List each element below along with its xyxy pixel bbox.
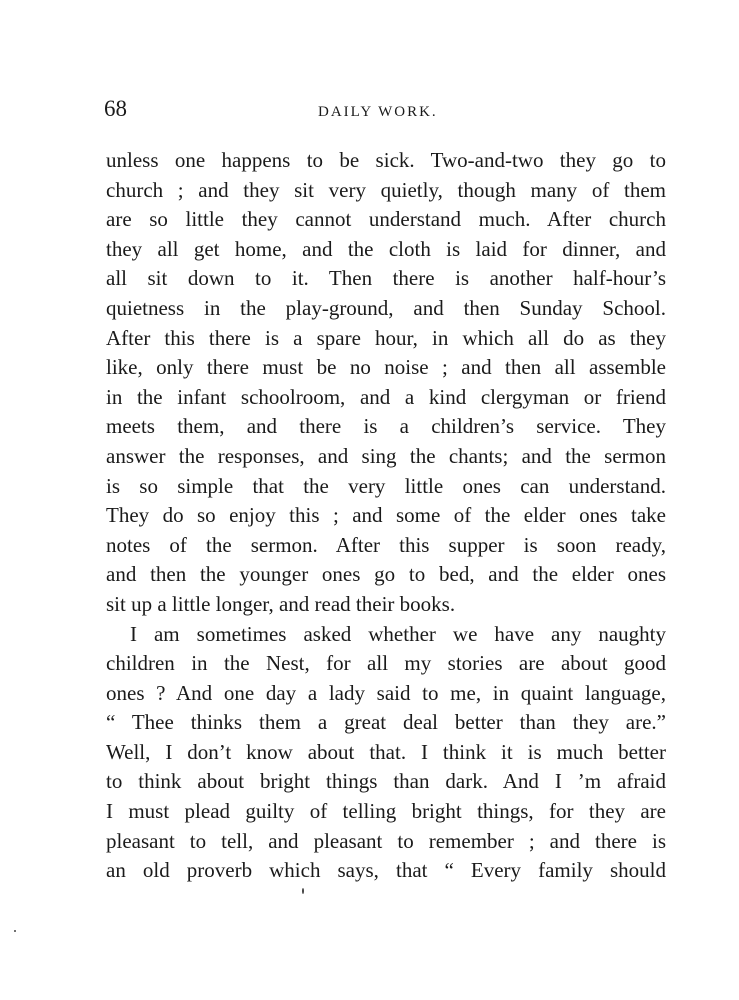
text-line: notes of the sermon. After this supper is soon ready, [106,532,666,557]
text-line: they all get home, and the cloth is laid for dinner, and [106,236,666,261]
text-line: answer the responses, and sing the chants; and the sermon [106,443,666,468]
text-line: quietness in the play-ground, and then Sunday School. [106,295,666,320]
text-line: all sit down to it. Then there is another half-hour’s [106,266,666,291]
paragraph-last-line: sit up a little longer, and read their books. [106,591,456,616]
paragraph-first-line: I am sometimes asked whether we have any naughty [130,621,666,646]
text-line: children in the Nest, for all my stories are about good [106,651,666,676]
text-line: unless one happens to be sick. Two-and-two they go to [106,148,666,172]
text-line: is so simple that the very little ones can understand. [106,473,666,498]
text-line: and then the younger ones go to bed, and the elder ones [106,562,666,587]
text-line: ones ? And one day a lady said to me, in quaint language, [106,680,666,705]
text-line: I must plead guilty of telling bright things, for they are [106,799,666,824]
text-line: After this there is a spare hour, in which all do as they [106,325,666,350]
text-line: church ; and they sit very quietly, though many of them [106,177,666,202]
page-number: 68 [104,96,127,121]
text-line: They do so enjoy this ; and some of the elder ones take [106,503,666,528]
running-title: DAILY WORK. [318,104,438,120]
paper-speck [302,888,304,894]
text-line: pleasant to tell, and pleasant to remember ; and there is [106,828,666,853]
text-line: Well, I don’t know about that. I think it is much better [106,739,666,764]
text-line: in the infant schoolroom, and a kind clergyman or friend [106,384,666,409]
text-line: to think about bright things than dark. And I ’m afraid [106,769,666,794]
text-line: “ Thee thinks them a great deal better than they are.” [106,710,666,735]
text-line: are so little they cannot understand much. After church [106,207,666,232]
text-line: meets them, and there is a children’s service. They [106,414,666,439]
text-line: an old proverb which says, that “ Every family should [106,858,666,883]
body-text [106,146,666,886]
text-line: like, only there must be no noise ; and then all assemble [106,355,666,380]
paper-speck [14,930,16,932]
